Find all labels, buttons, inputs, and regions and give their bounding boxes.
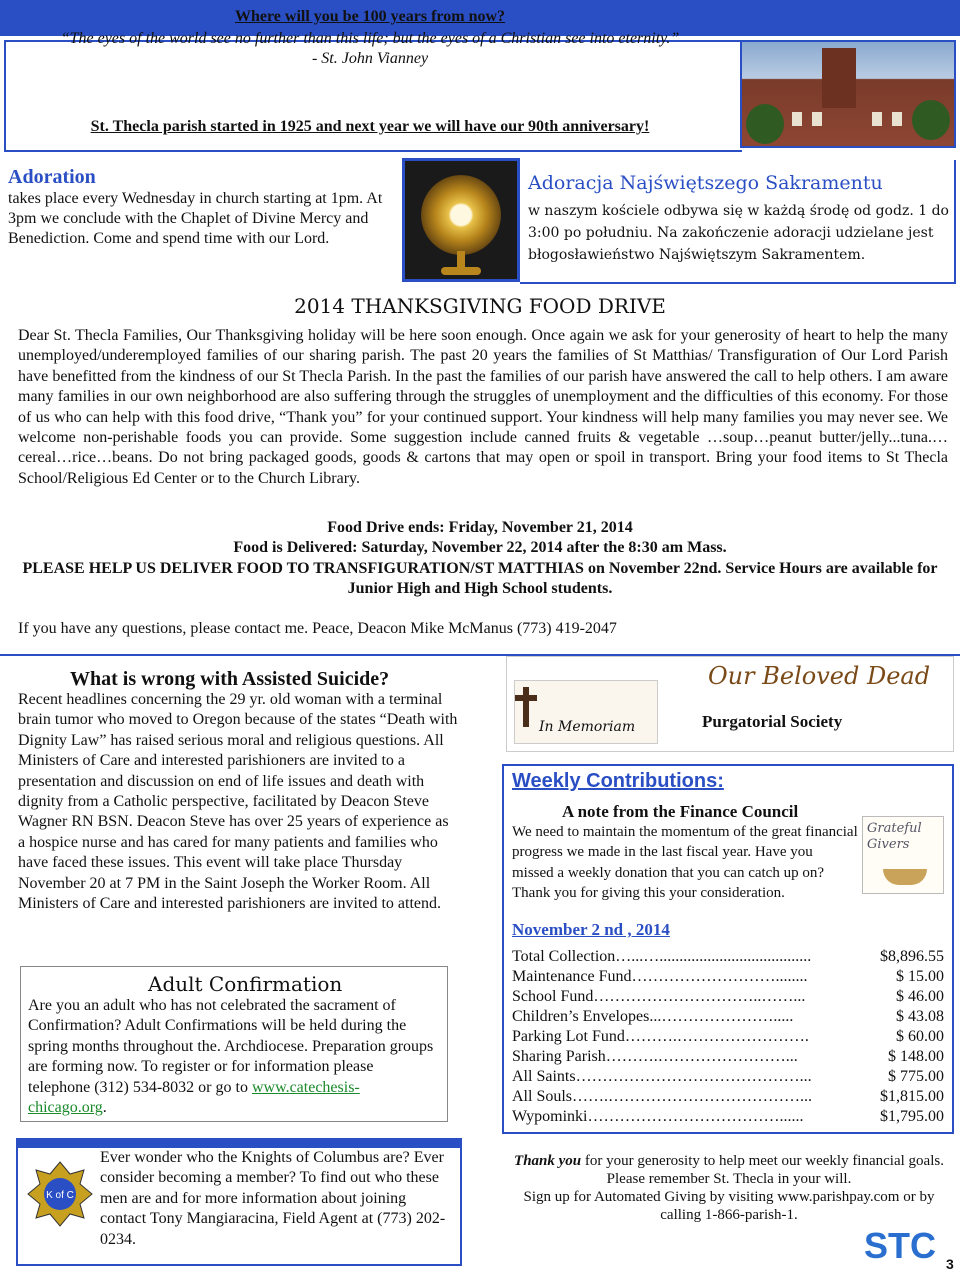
row-label: Sharing Parish……….……………………... bbox=[512, 1048, 798, 1065]
contributions-title: Weekly Contributions: bbox=[512, 770, 724, 792]
row-amount: $ 148.00 bbox=[888, 1048, 944, 1065]
row-amount: $8,896.55 bbox=[880, 948, 944, 965]
adoration-section bbox=[0, 160, 400, 284]
confirmation-text: Are you an adult who has not celebrated the sacrament of Confirmation? Adult Confirmations will be held during the spring months throughout the. Archdiocese. Preparation groups are forming now. To register or for information please telephone (312) 534-8032 or go to bbox=[28, 997, 434, 1096]
knights-of-columbus-logo bbox=[26, 1160, 94, 1228]
row-label: Parking Lot Fund……….……………………. bbox=[512, 1028, 809, 1045]
thanks-text: for your generosity to help meet our weekly financial goals. Please remember St. Thecla in your will. bbox=[581, 1153, 944, 1187]
finance-note-text: We need to maintain the momentum of the great financial progress we made in the last fiscal year. Have you missed a weekly donation that you can catch up on? Thank you for giving this your consideration. bbox=[512, 824, 858, 902]
row-label: Children’s Envelopes...…………………..... bbox=[512, 1008, 794, 1025]
row-amount: $1,815.00 bbox=[880, 1088, 944, 1105]
confirmation-title: Adult Confirmation bbox=[148, 972, 343, 996]
memoriam-image bbox=[514, 680, 658, 744]
contribution-row bbox=[512, 1028, 944, 1046]
church-photo bbox=[740, 40, 956, 148]
contribution-row bbox=[512, 1068, 944, 1086]
assisted-suicide-body: Recent headlines concerning the 29 yr. old woman with a terminal brain tumor who moved to Oregon because of the states “Death with Dignity Law” has raised serious moral and religious questions. All Ministers of Care and interested parishioners are invited to a presentation and discussion on end of life issues and death with dignity from a Catholic perspective, facilitated by Deacon Steve Wagner RN BSN. Deacon Steve has over 25 years of experience as a hospice nurse and has cared for many patients and families who have faced these issues. This event will take place Thursday November 20 at 7 PM in the Saint Joseph the Worker Room. All Ministers of Care and interested parishioners are invited to attend. bbox=[18, 691, 458, 913]
row-amount: $ 46.00 bbox=[896, 988, 944, 1005]
monstrance-image bbox=[402, 158, 520, 282]
food-drive-body: Dear St. Thecla Families, Our Thanksgiving holiday will be here soon enough. Once again we ask for your generosity of heart to help the many unemployed/underemployed families of our sharing parish. The past 20 years the families of St Matthias/ Transfiguration of Our Lord Parish have benefitted from the kindness of our St Thecla Parish. In the past the families of our parish have answered the call to help others. I am aware many families in our own neighborhood are also suffering through the struggles of unemployment and the difficulties of this economy. For those of us who can help with this food drive, “Thank you” for your continued support. Your kindness will help many families you may never see. We welcome non-perishable foods you can provide. Some suggestion include canned fruits & vegetable …soup…peanut butter/jelly...tuna.…cereal…rice…beans. Do not bring packaged goods, goods & cartons that may open or spoil in transport. Bring your food items to St Thecla School/Religious Ed Center or to the Church Library. bbox=[18, 327, 948, 487]
memoriam-title: Our Beloved Dead bbox=[708, 662, 931, 690]
contribution-row bbox=[512, 1048, 944, 1066]
assisted-suicide-title: What is wrong with Assisted Suicide? bbox=[70, 668, 390, 690]
row-label: All Saints……………………………………... bbox=[512, 1068, 812, 1085]
knights-text: Ever wonder who the Knights of Columbus are? Ever consider becoming a member? To find out who these men are and for more information about joining contact Tony Mangiaracina, Field Agent at (773) 202-0234. bbox=[100, 1149, 446, 1248]
stc-logo-text: STC bbox=[864, 1225, 936, 1266]
catechesis-link[interactable]: www.catechesis-chicago.org bbox=[28, 1078, 360, 1117]
row-label: Total Collection…...…...................................... bbox=[512, 948, 812, 965]
row-amount: $1,795.00 bbox=[880, 1108, 944, 1125]
row-amount: $ 15.00 bbox=[896, 968, 944, 985]
adoration-polish-title: Adoracja Najświętszego Sakramentu bbox=[528, 172, 883, 194]
contribution-row bbox=[512, 968, 944, 986]
adoration-text: takes place every Wednesday in church starting at 1pm. At 3pm we conclude with the Chaplet of Divine Mercy and Benediction. Come and spend time with our Lord. bbox=[8, 190, 383, 247]
adoration-title: Adoration bbox=[8, 166, 96, 188]
thanks-bold: Thank you bbox=[514, 1153, 582, 1169]
food-drive-ends: Food Drive ends: Friday, November 21, 2014 bbox=[327, 519, 633, 536]
row-amount: $ 60.00 bbox=[896, 1028, 944, 1045]
contributions-date: November 2 nd , 2014 bbox=[512, 920, 670, 939]
thanks-note bbox=[504, 1152, 954, 1224]
finance-note-title: A note from the Finance Council bbox=[562, 802, 799, 821]
grateful-givers-label: Grateful Givers bbox=[867, 821, 922, 852]
row-amount: $ 775.00 bbox=[888, 1068, 944, 1085]
confirmation-end: . bbox=[102, 1099, 107, 1117]
quote-text: “The eyes of the world see no further than this life; but the eyes of a Christian see into eternity.” bbox=[60, 30, 680, 47]
contribution-row bbox=[512, 1108, 944, 1126]
page-number: 3 bbox=[946, 1256, 954, 1272]
row-label: Maintenance Fund………………………........ bbox=[512, 968, 808, 985]
stc-logo bbox=[858, 1218, 942, 1268]
memoriam-subtitle: Purgatorial Society bbox=[702, 712, 843, 731]
contribution-row bbox=[512, 948, 944, 966]
food-drive-delivered: Food is Delivered: Saturday, November 22, 2014 after the 8:30 am Mass. bbox=[233, 539, 727, 557]
food-drive-dates bbox=[0, 518, 960, 600]
grateful-givers-image bbox=[862, 816, 944, 894]
quote-author: - St. John Vianney bbox=[311, 50, 429, 67]
memoriam-image-label: In Memoriam bbox=[539, 719, 636, 735]
food-drive-title: 2014 THANKSGIVING FOOD DRIVE bbox=[294, 294, 666, 318]
food-drive-contact: If you have any questions, please contact me. Peace, Deacon Mike McManus (773) 419-2047 bbox=[18, 620, 617, 637]
automated-giving-text: Sign up for Automated Giving by visiting www.parishpay.com or by calling 1-866-parish-1. bbox=[523, 1189, 935, 1223]
adoration-polish-section bbox=[520, 160, 956, 284]
row-label: Wypominki………………………………...... bbox=[512, 1108, 804, 1125]
row-label: School Fund…………………………..……... bbox=[512, 988, 806, 1005]
anniversary-note: St. Thecla parish started in 1925 and next year we will have our 90th anniversary! bbox=[90, 118, 650, 135]
quote-headline: Where will you be 100 years from now? bbox=[234, 8, 506, 25]
contribution-row bbox=[512, 1088, 944, 1106]
row-amount: $ 43.08 bbox=[896, 1008, 944, 1025]
row-label: All Souls…….………………………………... bbox=[512, 1088, 813, 1105]
knights-logo-text: K of C bbox=[46, 1190, 74, 1201]
contribution-row bbox=[512, 988, 944, 1006]
contribution-row bbox=[512, 1008, 944, 1026]
confirmation-body bbox=[28, 996, 438, 1118]
adoration-polish-text: w naszym kościele odbywa się w każdą środę od godz. 1 do 3:00 po południu. Na zakończenie adoracji udzielane jest błogosławieństwo Najświętszym Sakramentem. bbox=[528, 203, 949, 263]
food-drive-help: PLEASE HELP US DELIVER FOOD TO TRANSFIGURATION/ST MATTHIAS on November 22nd. Service Hours are available for Junior High and High School students. bbox=[22, 559, 938, 598]
knights-header-bar bbox=[16, 1138, 462, 1148]
